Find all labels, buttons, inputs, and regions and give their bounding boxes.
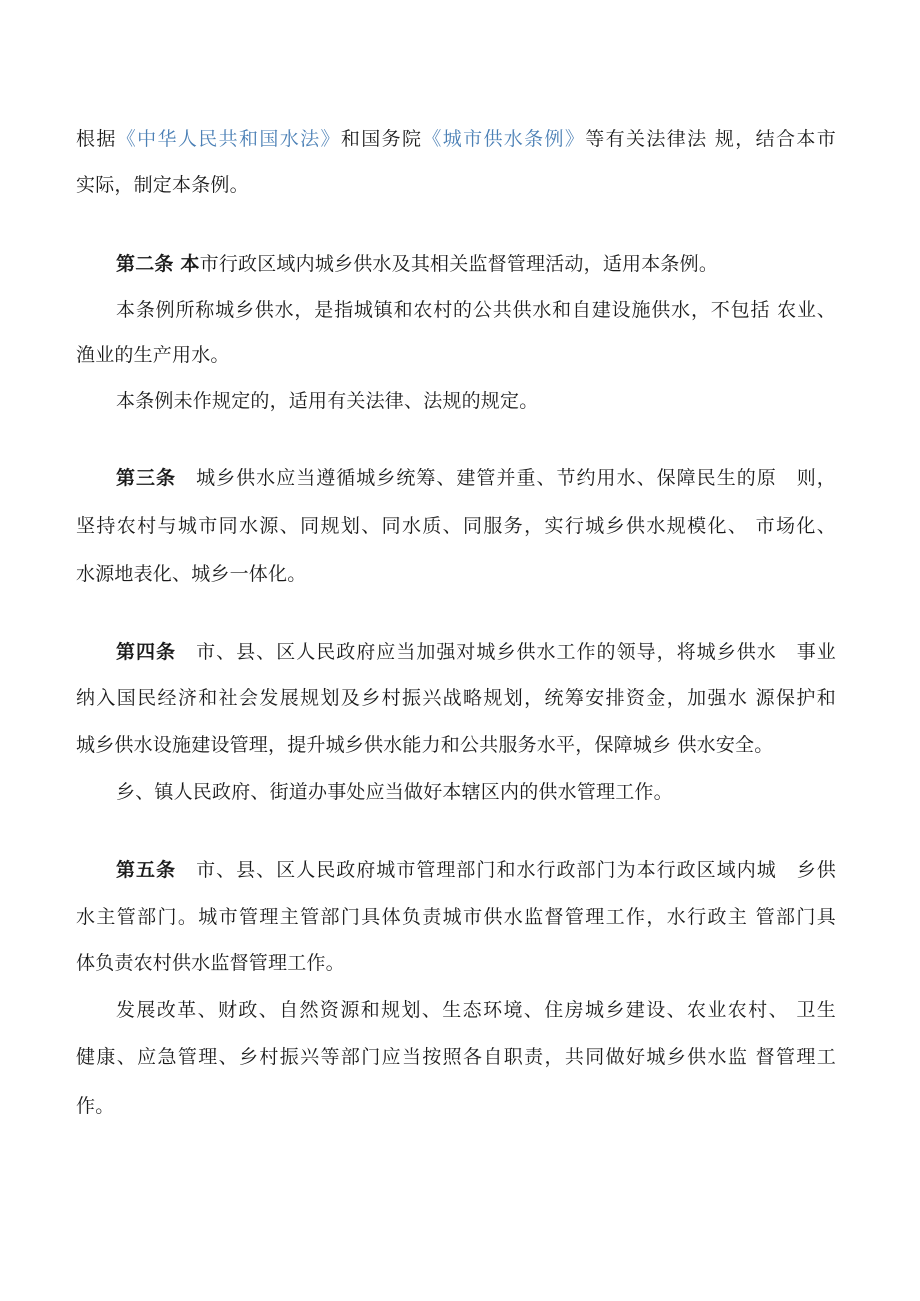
article-2-text: 市行政区域内城乡供水及其相关监督管理活动，适用本条例。 xyxy=(199,253,719,275)
article-5-text-1: 市、县、区人民政府城市管理部门和水行政部门为本行政区域内城 乡供 xyxy=(196,859,837,881)
article-5-line-1 xyxy=(116,858,836,882)
intro-text-a: 根据 xyxy=(76,128,117,150)
article-5-p2-line-3: 作。 xyxy=(76,1095,115,1117)
article-4-text-1: 市、县、区人民政府应当加强对城乡供水工作的领导，将城乡供水 事业 xyxy=(196,641,837,663)
article-3-heading: 第三条 xyxy=(116,467,177,489)
article-3-line-1 xyxy=(116,466,836,490)
article-3-line-2: 坚持农村与城市同水源、同规划、同水质、同服务，实行城乡供水规模化、 市场化、 xyxy=(76,515,836,537)
article-3-line-3: 水源地表化、城乡一体化。 xyxy=(76,563,307,585)
intro-line-2: 实际，制定本条例。 xyxy=(76,174,249,196)
article-5-p2-line-2: 健康、应急管理、乡村振兴等部门应当按照各自职责，共同做好城乡供水监 督管理工 xyxy=(76,1046,836,1068)
article-2-p2-line-2: 渔业的生产用水。 xyxy=(76,344,230,366)
article-2-p2-line-1: 本条例所称城乡供水，是指城镇和农村的公共供水和自建设施供水，不包括 农业、 xyxy=(116,299,836,321)
article-4-p2-line-1: 乡、镇人民政府、街道办事处应当做好本辖区内的供水管理工作。 xyxy=(116,781,673,803)
article-4-heading: 第四条 xyxy=(116,641,177,663)
urban-water-supply-regulation-link[interactable]: 《城市供水条例》 xyxy=(422,128,586,150)
intro-text-b: 和国务院 xyxy=(340,128,423,150)
article-5-heading: 第五条 xyxy=(116,859,177,881)
article-2-line-1 xyxy=(116,252,836,276)
article-5-line-3: 体负责农村供水监督管理工作。 xyxy=(76,952,345,974)
water-law-link[interactable]: 《中华人民共和国水法》 xyxy=(116,128,341,150)
article-3-text-1: 城乡供水应当遵循城乡统筹、建管并重、节约用水、保障民生的原 则， xyxy=(196,467,837,489)
article-4-line-1 xyxy=(116,640,836,664)
intro-text-c: 等有关法律法 规，结合本市 xyxy=(585,128,836,150)
article-4-line-2: 纳入国民经济和社会发展规划及乡村振兴战略规划，统筹安排资金，加强水 源保护和 xyxy=(76,687,836,709)
article-4-line-3: 城乡供水设施建设管理，提升城乡供水能力和公共服务水平，保障城乡 供水安全。 xyxy=(76,734,774,756)
article-2-p3-line-1: 本条例未作规定的，适用有关法律、法规的规定。 xyxy=(116,390,539,412)
article-2-heading: 第二条 本 xyxy=(116,253,200,275)
article-5-p2-line-1: 发展改革、财政、自然资源和规划、生态环境、住房城乡建设、农业农村、 卫生 xyxy=(116,999,836,1021)
intro-line-1 xyxy=(76,127,836,151)
article-5-line-2: 水主管部门。城市管理主管部门具体负责城市供水监督管理工作，水行政主 管部门具 xyxy=(76,906,836,928)
